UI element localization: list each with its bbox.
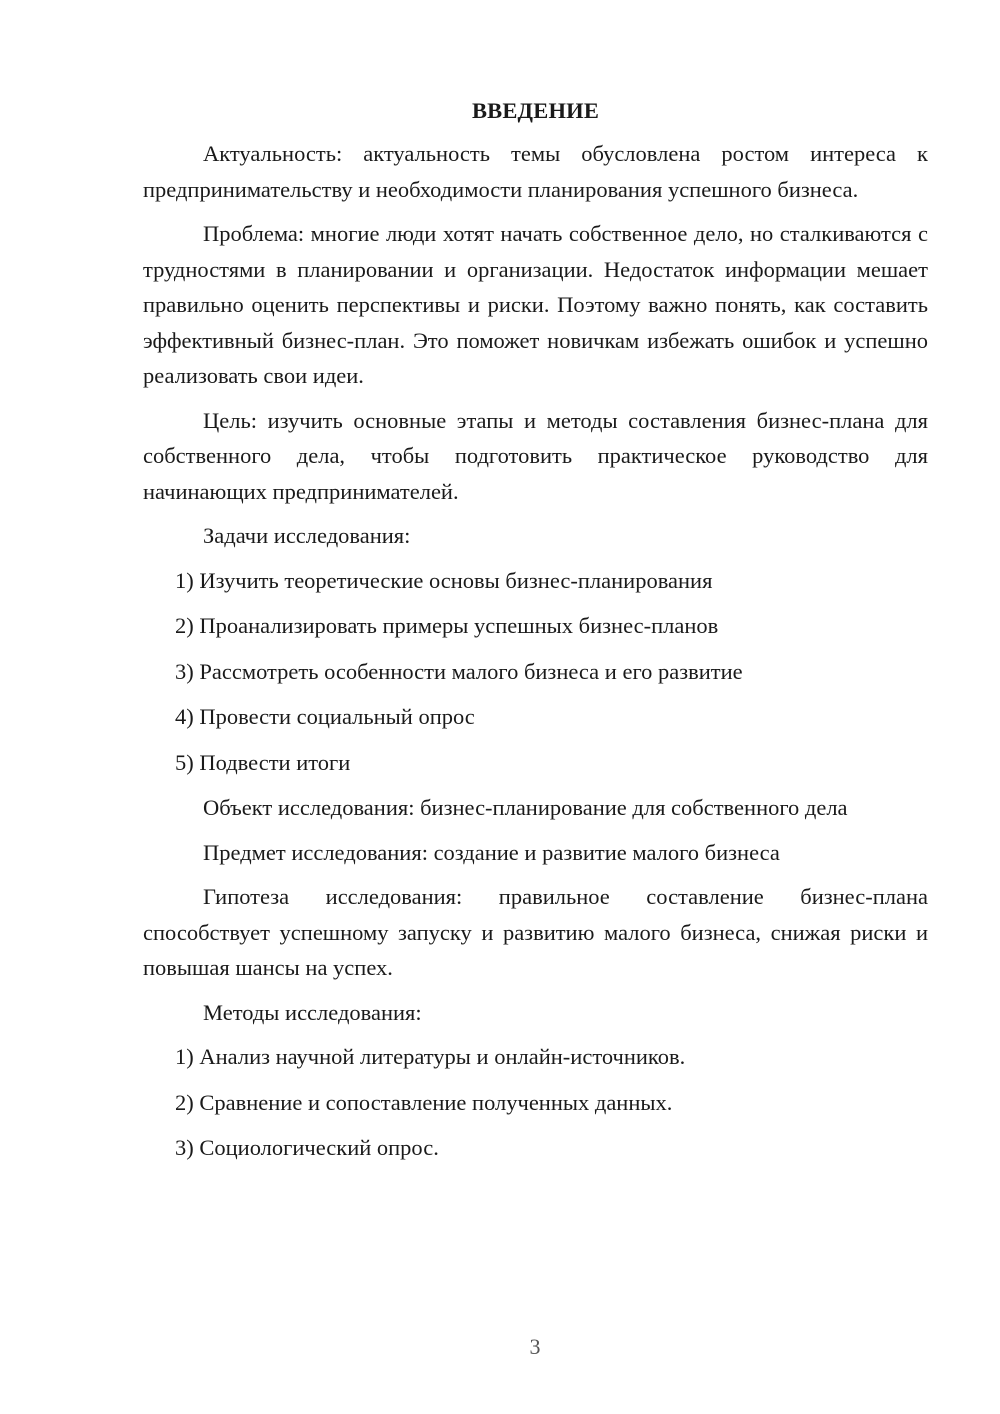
page-content <box>143 95 928 1176</box>
subject-line: Предмет исследования: создание и развитие малого бизнеса <box>203 839 780 865</box>
tasks-list <box>143 563 928 781</box>
problem-paragraph: Проблема: многие люди хотят начать собственное дело, но сталкиваются с трудностями в планировании и организации. Недостаток информации мешает правильно оценить перспективы и риски. Поэтому важно понять, как составить эффективный бизнес-план. Это поможет новичкам избежать ошибок и успешно реализовать свои идеи. <box>143 221 928 388</box>
relevance-paragraph: Актуальность: актуальность темы обусловлена ростом интереса к предпринимательству и необходимости планирования успешного бизнеса. <box>143 141 928 202</box>
list-item: 3) Социологический опрос. <box>175 1135 439 1160</box>
goal-paragraph: Цель: изучить основные этапы и методы составления бизнес-плана для собственного дела, чтобы подготовить практическое руководство для начинающих предпринимателей. <box>143 407 928 504</box>
list-item: 1) Анализ научной литературы и онлайн-источников. <box>175 1044 686 1069</box>
list-item: 3) Рассмотреть особенности малого бизнеса и его развитие <box>175 658 743 684</box>
tasks-title: Задачи исследования: <box>203 523 411 548</box>
hypothesis-paragraph: Гипотеза исследования: правильное составление бизнес-плана способствует успешному запуску и развитию малого бизнеса, снижая риски и повышая шансы на успех. <box>143 884 928 980</box>
methods-list <box>143 1039 928 1166</box>
list-item: 2) Сравнение и сопоставление полученных данных. <box>175 1089 673 1115</box>
methods-title: Методы исследования: <box>203 999 422 1025</box>
list-item: 2) Проанализировать примеры успешных бизнес-планов <box>175 613 719 638</box>
list-item: 4) Провести социальный опрос <box>175 704 475 729</box>
object-line: Объект исследования: бизнес-планирование для собственного дела <box>203 795 848 820</box>
list-item: 1) Изучить теоретические основы бизнес-планирования <box>175 567 713 593</box>
page-number: 3 <box>529 1334 541 1359</box>
section-heading: ВВЕДЕНИЕ <box>471 98 600 123</box>
list-item: 5) Подвести итоги <box>175 749 351 775</box>
